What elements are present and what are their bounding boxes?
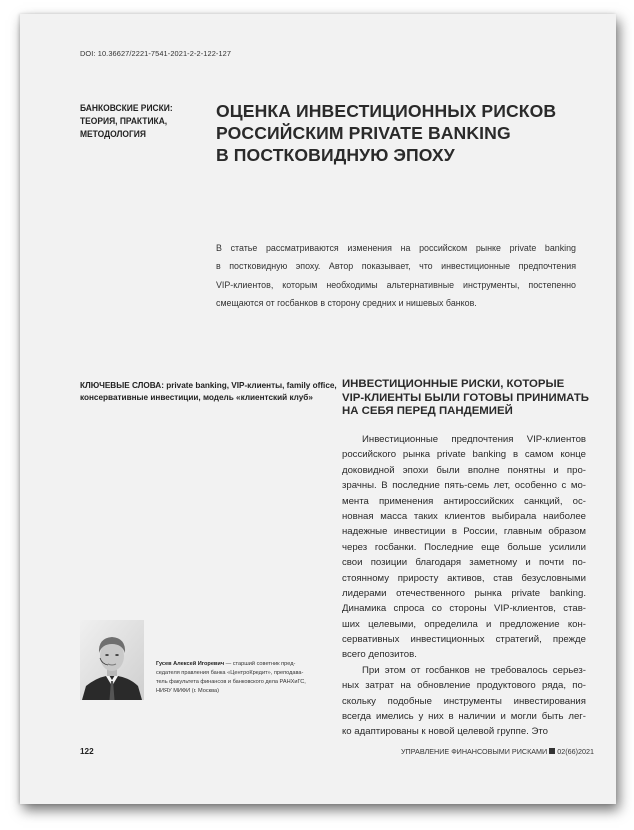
rubric-line: БАНКОВСКИЕ РИСКИ: — [80, 103, 173, 113]
keywords-text: консервативные инвестиции, модель «клиентский клуб» — [80, 392, 313, 402]
body-line: ных затрат на обновление продуктового ряда, по- — [342, 680, 586, 692]
author-bio-line: НИЯУ МИФИ (г. Москва) — [156, 688, 220, 694]
abstract-line: VIP-клиентов, которым необходимы альтернативные инструменты, постепенно — [216, 279, 576, 290]
body-line: зрачны. В последние пять-семь лет, особенно с мо- — [342, 480, 586, 492]
author-info — [156, 660, 326, 696]
body-line: свои позиции благодаря заметному и почти по- — [342, 557, 586, 569]
doi-line: DOI: 10.36627/2221-7541-2021-2-2-122-127 — [80, 49, 232, 58]
author-photo — [80, 620, 144, 700]
author-bio-line: седателя правления банка «ЦентроКредит», преподава- — [156, 670, 304, 676]
section-heading-line: НА СЕБЯ ПЕРЕД ПАНДЕМИЕЙ — [342, 405, 513, 418]
body-line: всего депозитов. — [342, 649, 417, 661]
rubric-line: ТЕОРИЯ, ПРАКТИКА, — [80, 116, 168, 126]
abstract-line: в постковидную эпоху. Автор показывает, что инвестиционные предпочтения — [216, 261, 576, 272]
body-line: всегда имелись у них в наличии и могли быть лег- — [342, 711, 586, 723]
author-name: Гусев Алексей Игоревич — [156, 661, 225, 667]
body-line: ших целевыми, определила и предложение кон- — [342, 618, 586, 630]
article-title — [216, 100, 596, 166]
body-line: лидерами отечественного рынка private banking. — [342, 587, 586, 599]
rubric-line: МЕТОДОЛОГИЯ — [80, 129, 146, 139]
journal-name: УПРАВЛЕНИЕ ФИНАНСОВЫМИ РИСКАМИ — [400, 747, 548, 756]
title-line: ОЦЕНКА ИНВЕСТИЦИОННЫХ РИСКОВ — [216, 101, 557, 121]
body-line: ко адаптированы к новой целевой группе. Это — [342, 726, 549, 738]
square-separator-icon — [549, 748, 555, 754]
title-line: РОССИЙСКИМ PRIVATE BANKING — [216, 123, 511, 143]
journal-page — [20, 14, 616, 804]
abstract-line: смещаются от госбанков в сторону средних и нишевых банков. — [216, 298, 477, 309]
body-line: При этом от госбанков не требовалось серьез- — [362, 664, 586, 676]
body-line: скольку подобные инструменты инвестирования — [342, 695, 586, 707]
body-line: через госбанки. Последние еще больше усилили — [342, 541, 586, 553]
body-line: Инвестиционные предпочтения VIP-клиентов — [362, 434, 586, 445]
body-line: новная масса таких клиентов выбирала наиболее — [342, 510, 586, 522]
body-line: доковидной эпохи были вполне понятны и про- — [342, 464, 586, 476]
keywords-text: private banking, VIP-клиенты, family office, — [163, 381, 337, 390]
body-line: стоянному приросту активов, став безусловными — [342, 572, 586, 584]
keywords — [80, 380, 340, 403]
author-portrait-image — [80, 620, 144, 700]
body-line: надежные инвестиции в России, главным образом — [342, 526, 586, 538]
page-number: 122 — [80, 747, 94, 756]
body-line: сервативных инвестиционных стратегий, прежде — [342, 634, 586, 646]
title-line: В ПОСТКОВИДНУЮ ЭПОХУ — [216, 145, 455, 165]
journal-footer — [401, 747, 594, 756]
rubric — [80, 102, 190, 141]
author-bio-line: тель факультета финансов и банковского дела РАНХиГС, — [156, 679, 306, 685]
body-line: мента применения антироссийских санкций, ос- — [342, 495, 586, 507]
journal-issue: 02(66)2021 — [557, 747, 594, 756]
abstract — [216, 239, 576, 313]
section-heading-line: ИНВЕСТИЦИОННЫЕ РИСКИ, КОТОРЫЕ — [342, 378, 565, 390]
author-bio-line: — старший советник пред- — [224, 661, 296, 667]
body-line: Динамика спроса со стороны VIP-клиентов, став- — [342, 603, 586, 615]
article-body — [342, 432, 586, 740]
abstract-line: В статье рассматриваются изменения на российском рынке private banking — [216, 243, 576, 253]
body-line: российского рынка private banking в самом конце — [342, 449, 586, 461]
keywords-label: КЛЮЧЕВЫЕ СЛОВА: — [80, 381, 164, 390]
section-heading — [342, 378, 602, 419]
section-heading-line: VIP-КЛИЕНТЫ БЫЛИ ГОТОВЫ ПРИНИМАТЬ — [342, 391, 589, 404]
